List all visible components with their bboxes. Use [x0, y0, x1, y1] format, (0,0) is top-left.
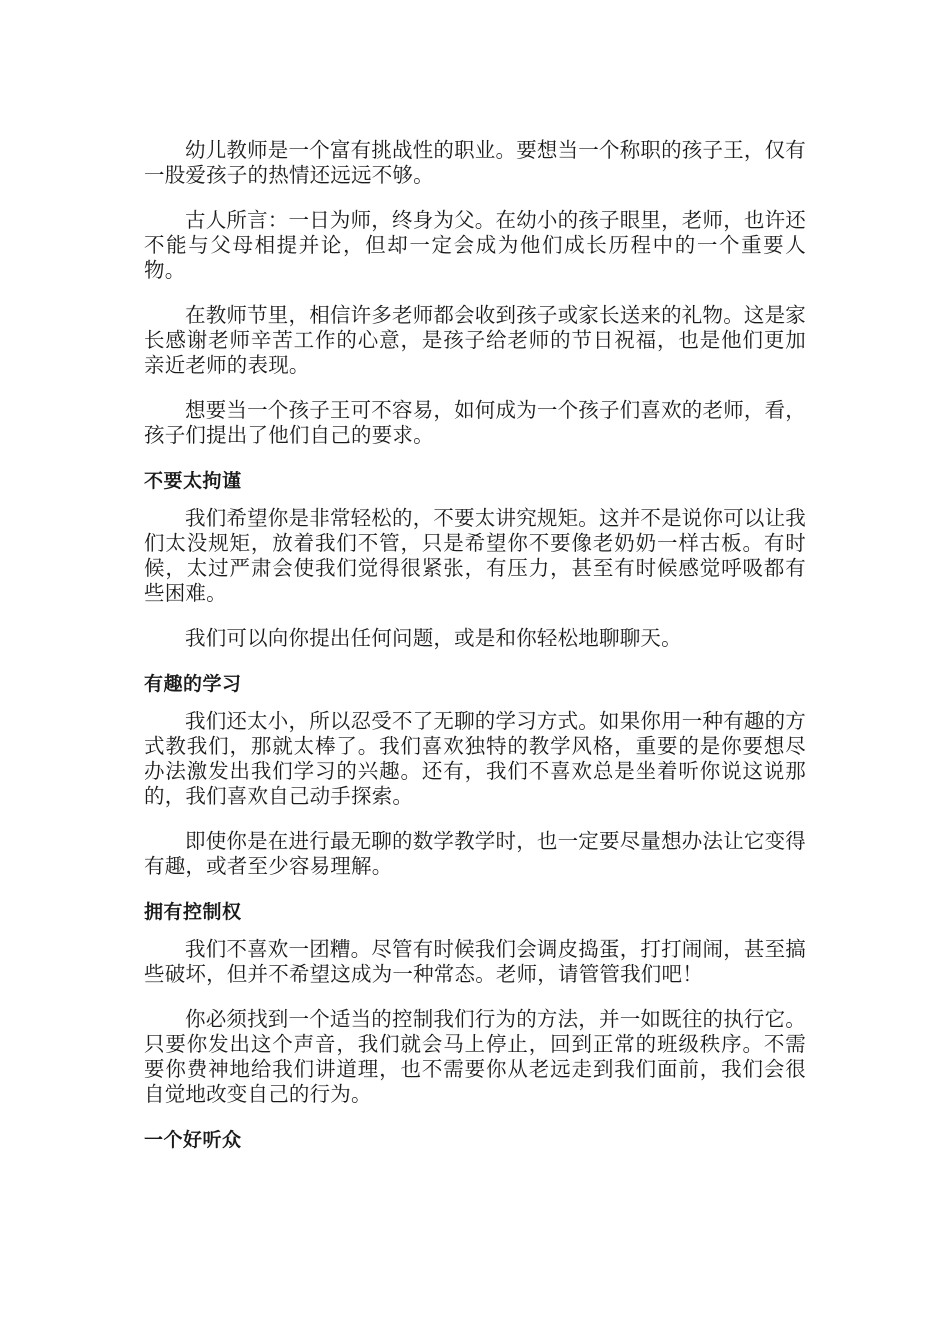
section-relaxed-paragraph-2: 我们可以向你提出任何问题，或是和你轻松地聊聊天。	[185, 626, 682, 650]
section-control-paragraph-1: 我们不喜欢一团糟。尽管有时候我们会调皮捣蛋，打打闹闹，甚至搞些破坏，但并不希望这成为一种常态。老师，请管管我们吧！	[144, 937, 806, 986]
intro-paragraph-1: 幼儿教师是一个富有挑战性的职业。要想当一个称职的孩子王，仅有一股爱孩子的热情还远远不够。	[144, 138, 806, 187]
intro-paragraph-2: 古人所言：一日为师，终身为父。在幼小的孩子眼里，老师，也许还不能与父母相提并论，但却一定会成为他们成长历程中的一个重要人物。	[144, 208, 806, 282]
section-heading-relaxed: 不要太拘谨	[144, 470, 242, 492]
section-heading-fun-learning: 有趣的学习	[144, 673, 242, 695]
document-page	[144, 138, 806, 1165]
section-relaxed-paragraph-1: 我们希望你是非常轻松的，不要太讲究规矩。这并不是说你可以让我们太没规矩，放着我们不管，只是希望你不要像老奶奶一样古板。有时候，太过严肃会使我们觉得很紧张，有压力，甚至有时候感觉呼吸都有些困难。	[144, 506, 806, 605]
section-fun-learning-paragraph-2: 即使你是在进行最无聊的数学教学时，也一定要尽量想办法让它变得有趣，或者至少容易理解。	[144, 829, 806, 878]
intro-paragraph-4: 想要当一个孩子王可不容易，如何成为一个孩子们喜欢的老师，看，孩子们提出了他们自己的要求。	[144, 398, 806, 447]
intro-paragraph-3: 在教师节里，相信许多老师都会收到孩子或家长送来的礼物。这是家长感谢老师辛苦工作的心意，是孩子给老师的节日祝福，也是他们更加亲近老师的表现。	[144, 303, 806, 377]
section-heading-control: 拥有控制权	[144, 901, 242, 923]
section-fun-learning-paragraph-1: 我们还太小，所以忍受不了无聊的学习方式。如果你用一种有趣的方式教我们，那就太棒了。我们喜欢独特的教学风格，重要的是你要想尽办法激发出我们学习的兴趣。还有，我们不喜欢总是坐着听你说这说那的，我们喜欢自己动手探索。	[144, 709, 806, 808]
section-control-paragraph-2: 你必须找到一个适当的控制我们行为的方法，并一如既往的执行它。只要你发出这个声音，我们就会马上停止，回到正常的班级秩序。不需要你费神地给我们讲道理，也不需要你从老远走到我们面前，我们会很自觉地改变自己的行为。	[144, 1007, 806, 1106]
section-heading-good-listener: 一个好听众	[144, 1129, 242, 1151]
